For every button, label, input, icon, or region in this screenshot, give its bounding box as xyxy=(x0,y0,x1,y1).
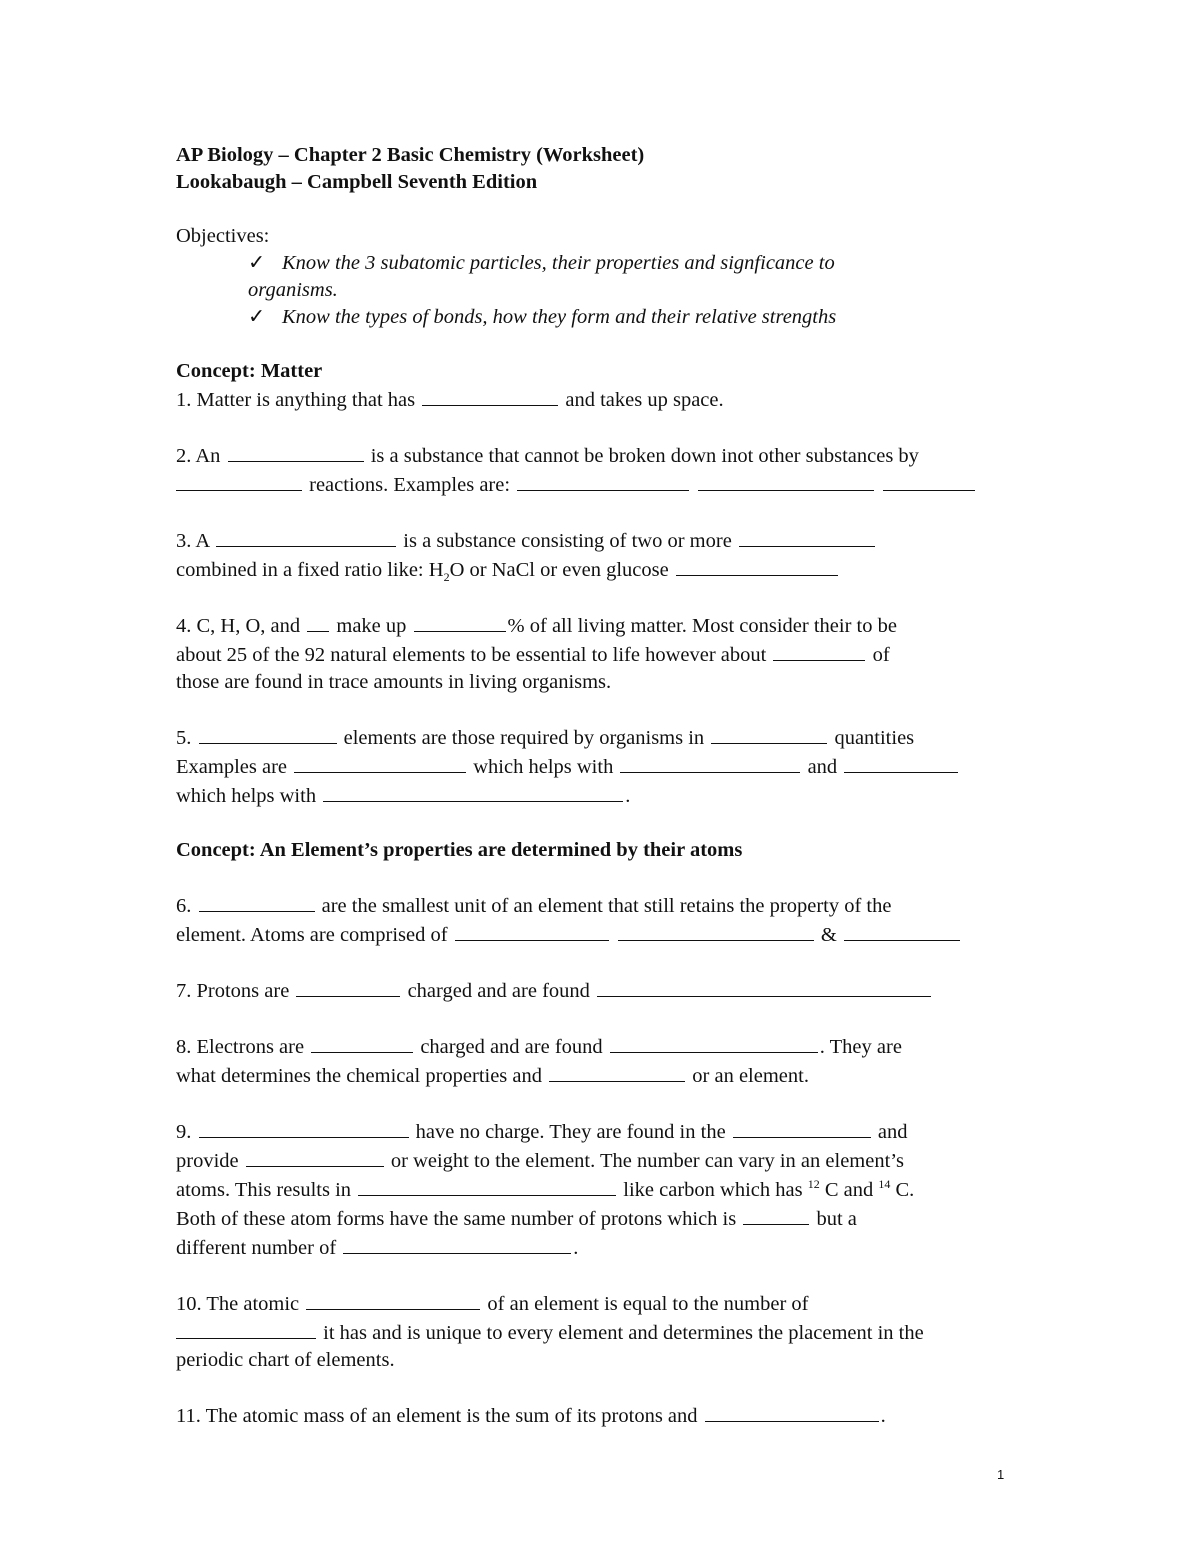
answer-blank[interactable] xyxy=(883,470,975,491)
answer-blank[interactable] xyxy=(844,752,958,773)
objectives-label: Objectives: xyxy=(176,225,270,247)
question-10: 10. The atomic of an element is equal to the number of it has and is unique to every element and determines the placement in the periodic chart of elements. xyxy=(176,1289,1026,1374)
answer-blank[interactable] xyxy=(246,1146,384,1167)
answer-blank[interactable] xyxy=(311,1032,413,1053)
concept-heading-atoms: Concept: An Element’s properties are determined by their atoms xyxy=(176,839,743,861)
question-5: 5. elements are those required by organisms in quantities Examples are which helps with and which helps with . xyxy=(176,723,1026,810)
answer-blank[interactable] xyxy=(306,1289,480,1310)
answer-blank[interactable] xyxy=(705,1401,879,1422)
page-number: 1 xyxy=(997,1467,1005,1482)
objectives-list xyxy=(248,250,1026,331)
answer-blank[interactable] xyxy=(323,781,623,802)
concept-heading-matter: Concept: Matter xyxy=(176,360,323,382)
answer-blank[interactable] xyxy=(618,920,814,941)
answer-blank[interactable] xyxy=(549,1061,685,1082)
objective-item-continued: organisms. xyxy=(248,279,338,301)
title-line-2: Lookabaugh – Campbell Seventh Edition xyxy=(176,171,538,193)
answer-blank[interactable] xyxy=(414,611,506,632)
answer-blank[interactable] xyxy=(307,611,329,632)
answer-blank[interactable] xyxy=(676,555,838,576)
answer-blank[interactable] xyxy=(199,1117,409,1138)
answer-blank[interactable] xyxy=(296,976,400,997)
answer-blank[interactable] xyxy=(343,1233,571,1254)
answer-blank[interactable] xyxy=(610,1032,818,1053)
answer-blank[interactable] xyxy=(176,470,302,491)
title-line-1: AP Biology – Chapter 2 Basic Chemistry (Worksheet) xyxy=(176,144,645,166)
question-8: 8. Electrons are charged and are found . They are what determines the chemical properties and or an element. xyxy=(176,1032,1026,1090)
answer-blank[interactable] xyxy=(597,976,931,997)
answer-blank[interactable] xyxy=(620,752,800,773)
answer-blank[interactable] xyxy=(422,385,558,406)
answer-blank[interactable] xyxy=(711,723,827,744)
question-2: 2. An is a substance that cannot be broken down inot other substances by reactions. Examples are: xyxy=(176,441,1026,499)
checkmark-icon: ✓ xyxy=(248,306,266,328)
question-4: 4. C, H, O, and make up % of all living matter. Most consider their to be about 25 of the 92 natural elements to be essential to life however about of those are found in trace amounts in living organisms. xyxy=(176,611,1026,696)
question-6: 6. are the smallest unit of an element that still retains the property of the element. Atoms are comprised of & xyxy=(176,891,1026,949)
answer-blank[interactable] xyxy=(455,920,609,941)
answer-blank[interactable] xyxy=(773,640,865,661)
answer-blank[interactable] xyxy=(844,920,960,941)
objective-item: ✓ Know the 3 subatomic particles, their properties and signficance to xyxy=(248,250,1026,277)
question-9: 9. have no charge. They are found in the and provide or weight to the element. The number can vary in an element’s atoms. This results in like carbon which has $^{12}$ C and $^{14}$ C. Both of these atom forms have the same number of protons which is but a different number of . xyxy=(176,1117,1026,1262)
worksheet-page xyxy=(176,142,1026,1430)
answer-blank[interactable] xyxy=(739,526,875,547)
answer-blank[interactable] xyxy=(199,723,337,744)
question-11: 11. The atomic mass of an element is the sum of its protons and . xyxy=(176,1401,1026,1430)
question-7: 7. Protons are charged and are found xyxy=(176,976,1026,1005)
objective-item: ✓ Know the types of bonds, how they form and their relative strengths xyxy=(248,304,1026,331)
answer-blank[interactable] xyxy=(216,526,396,547)
answer-blank[interactable] xyxy=(199,891,315,912)
question-1: 1. Matter is anything that has and takes up space. xyxy=(176,385,1026,414)
answer-blank[interactable] xyxy=(294,752,466,773)
answer-blank[interactable] xyxy=(698,470,874,491)
answer-blank[interactable] xyxy=(176,1318,316,1339)
answer-blank[interactable] xyxy=(517,470,689,491)
question-3: 3. A is a substance consisting of two or more combined in a fixed ratio like: $H_2O$ or NaCl or even glucose xyxy=(176,526,1026,584)
answer-blank[interactable] xyxy=(358,1175,616,1196)
answer-blank[interactable] xyxy=(743,1204,809,1225)
answer-blank[interactable] xyxy=(733,1117,871,1138)
answer-blank[interactable] xyxy=(228,441,364,462)
checkmark-icon: ✓ xyxy=(248,252,266,274)
